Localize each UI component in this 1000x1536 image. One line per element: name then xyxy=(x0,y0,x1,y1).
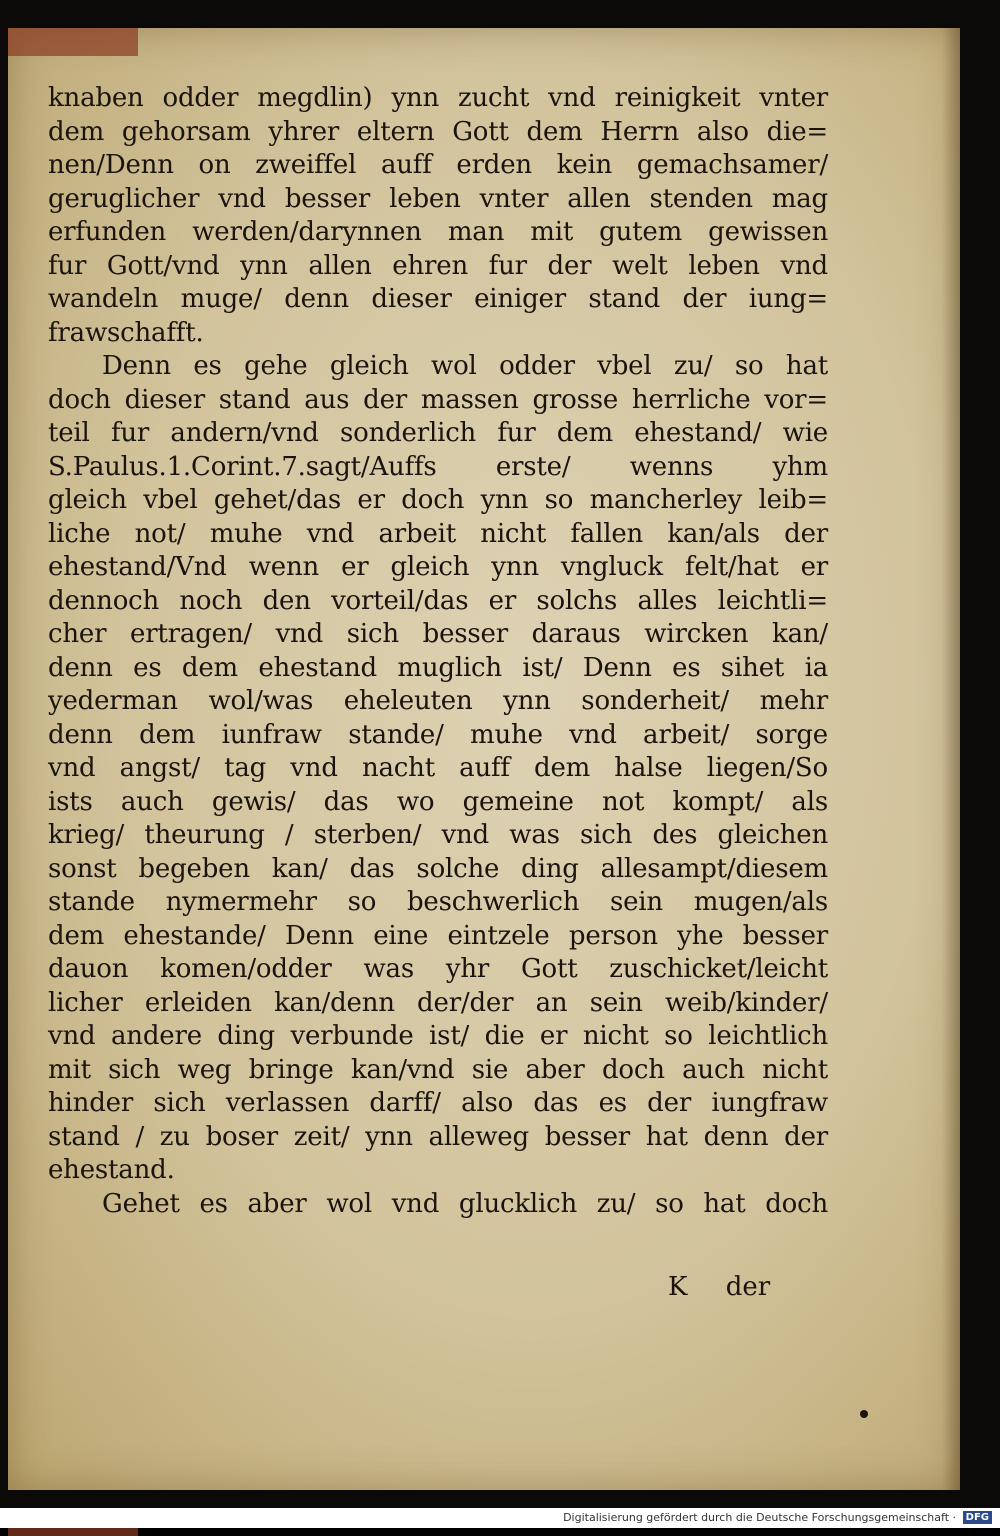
text-line: knaben odder megdlin) ynn zucht vnd reinigkeit vnter xyxy=(48,83,828,113)
text-line: mit sich weg bringe kan/vnd sie aber doch auch nicht xyxy=(48,1054,828,1085)
text-line: fur Gott/vnd ynn allen ehren fur der welt leben vnd xyxy=(48,250,828,281)
text-line: ehestand. xyxy=(48,1155,175,1185)
book-page xyxy=(8,28,960,1490)
text-line: gleich vbel gehet/das er doch ynn so mancherley leib= xyxy=(48,485,828,515)
text-line: liche not/ muhe vnd arbeit nicht fallen kan/als der xyxy=(48,518,828,549)
text-line: S.Paulus.1.Corint.7.sagt/Auffs erste/ wenns yhm xyxy=(48,451,828,482)
text-line: vnd angst/ tag vnd nacht auff dem halse liegen/So xyxy=(48,753,828,783)
body-text xyxy=(48,82,828,1221)
text-line: dem gehorsam yhrer eltern Gott dem Herrn also die= xyxy=(48,116,828,147)
binding-fragment-top xyxy=(8,28,138,56)
text-line: frawschafft. xyxy=(48,317,204,348)
text-line: geruglicher vnd besser leben vnter allen stenden mag xyxy=(48,183,828,214)
text-line: sonst begeben kan/ das solche ding allesampt/diesem xyxy=(48,853,828,884)
text-line: ehestand/Vnd wenn er gleich ynn vngluck felt/hat er xyxy=(48,552,828,582)
page-edge-shadow xyxy=(942,28,960,1490)
paragraph-start-line: Denn es gehe gleich wol odder vbel zu/ so hat xyxy=(102,351,828,381)
text-line: nen/Denn on zweiffel auff erden kein gemachsamer/ xyxy=(48,150,828,180)
text-line: licher erleiden kan/denn der/der an sein weib/kinder/ xyxy=(48,987,828,1018)
signature-and-catchword xyxy=(668,1272,770,1302)
text-line: yederman wol/was eheleuten ynn sonderheit/ mehr xyxy=(48,686,828,716)
text-line: krieg/ theurung / sterben/ vnd was sich des gleichen xyxy=(48,820,828,850)
text-line: dennoch noch den vorteil/das er solchs alles leichtli= xyxy=(48,585,828,616)
text-line: denn dem iunfraw stande/ muhe vnd arbeit/ sorge xyxy=(48,719,828,750)
catchword: der xyxy=(725,1272,771,1302)
text-line: doch dieser stand aus der massen grosse herrliche vor= xyxy=(48,384,828,415)
text-line: erfunden werden/darynnen man mit gutem gewissen xyxy=(48,217,828,247)
text-line: hinder sich verlassen darff/ also das es der iungfraw xyxy=(48,1088,828,1118)
text-line: teil fur andern/vnd sonderlich fur dem ehestand/ wie xyxy=(48,418,828,448)
footer-credit: Digitalisierung gefördert durch die Deutsche Forschungsgemeinschaft · xyxy=(563,1511,956,1524)
text-line: dem ehestande/ Denn eine eintzele person yhe besser xyxy=(48,920,828,951)
text-line: dauon komen/odder was yhr Gott zuschicket/leicht xyxy=(48,954,828,984)
text-line: vnd andere ding verbunde ist/ die er nicht so leichtlich xyxy=(48,1021,828,1051)
text-line: denn es dem ehestand muglich ist/ Denn es sihet ia xyxy=(48,652,828,683)
text-line: stand / zu boser zeit/ ynn alleweg besser hat denn der xyxy=(48,1121,828,1152)
signature-mark: K xyxy=(668,1272,688,1302)
paragraph-start-line: Gehet es aber wol vnd glucklich zu/ so hat doch xyxy=(102,1188,828,1219)
text-line: ists auch gewis/ das wo gemeine not kompt/ als xyxy=(48,786,828,817)
footer-bar xyxy=(0,1508,1000,1528)
ink-dot xyxy=(860,1410,868,1418)
dfg-logo: DFG xyxy=(963,1511,992,1524)
text-line: wandeln muge/ denn dieser einiger stand der iung= xyxy=(48,284,828,314)
text-line: cher ertragen/ vnd sich besser daraus wircken kan/ xyxy=(48,619,828,649)
text-line: stande nymermehr so beschwerlich sein mugen/als xyxy=(48,887,828,917)
